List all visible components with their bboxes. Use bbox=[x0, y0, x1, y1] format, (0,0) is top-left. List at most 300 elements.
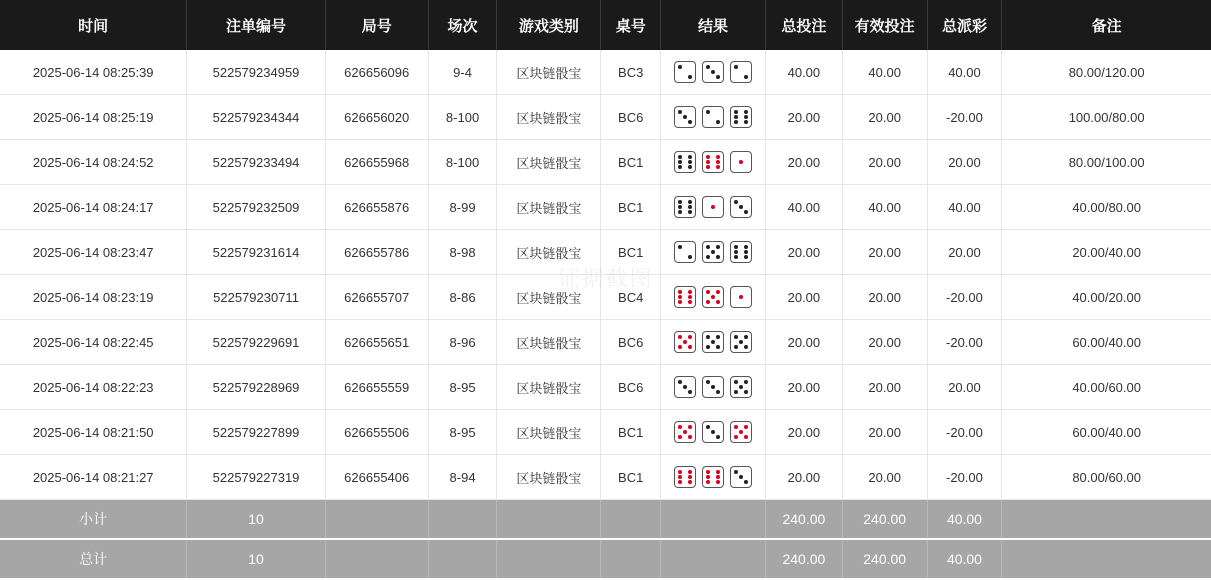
die-pip bbox=[739, 340, 743, 344]
cell-table-no: BC1 bbox=[601, 455, 661, 500]
cell-result-dice bbox=[660, 320, 765, 365]
die-pip bbox=[706, 155, 710, 159]
die-pip bbox=[688, 335, 692, 339]
cell-valid-bet: 20.00 bbox=[842, 455, 927, 500]
die-pip bbox=[716, 470, 720, 474]
cell-remark: 80.00/60.00 bbox=[1002, 455, 1211, 500]
die-pip bbox=[683, 110, 687, 114]
cell-table-no: BC1 bbox=[601, 185, 661, 230]
die-pip bbox=[683, 470, 687, 474]
cell-order-no: 522579227899 bbox=[187, 410, 325, 455]
die-pip bbox=[683, 200, 687, 204]
die-pip bbox=[734, 435, 738, 439]
die-pip bbox=[716, 205, 720, 209]
cell-session: 8-95 bbox=[428, 410, 497, 455]
die-pip bbox=[739, 250, 743, 254]
cell-remark: 20.00/40.00 bbox=[1002, 230, 1211, 275]
die-pip bbox=[688, 475, 692, 479]
cell-order-no: 522579232509 bbox=[187, 185, 325, 230]
die-pip bbox=[716, 435, 720, 439]
die-pip bbox=[716, 390, 720, 394]
die-pip bbox=[744, 290, 748, 294]
die-pip bbox=[734, 425, 738, 429]
die-pip bbox=[739, 155, 743, 159]
cell-session: 8-99 bbox=[428, 185, 497, 230]
die-pip bbox=[688, 75, 692, 79]
die-face-2 bbox=[702, 106, 724, 128]
die-pip bbox=[739, 245, 743, 249]
cell-total-bet: 20.00 bbox=[766, 320, 843, 365]
die-pip bbox=[683, 435, 687, 439]
cell-result-dice bbox=[660, 275, 765, 320]
cell-remark: 40.00/60.00 bbox=[1002, 365, 1211, 410]
summary-label: 总计 bbox=[0, 539, 187, 579]
die-pip bbox=[716, 75, 720, 79]
die-pip bbox=[734, 155, 738, 159]
die-pip bbox=[716, 430, 720, 434]
cell-total-payout: 40.00 bbox=[927, 185, 1002, 230]
die-pip bbox=[706, 160, 710, 164]
die-face-3 bbox=[702, 421, 724, 443]
die-pip bbox=[744, 110, 748, 114]
die-pip bbox=[688, 155, 692, 159]
cell-time: 2025-06-14 08:21:27 bbox=[0, 455, 187, 500]
die-face-2 bbox=[674, 61, 696, 83]
die-pip bbox=[678, 300, 682, 304]
die-pip bbox=[711, 110, 715, 114]
cell-result-dice bbox=[660, 230, 765, 275]
die-pip bbox=[683, 340, 687, 344]
cell-valid-bet: 20.00 bbox=[842, 410, 927, 455]
die-pip bbox=[683, 335, 687, 339]
cell-total-payout: -20.00 bbox=[927, 320, 1002, 365]
die-pip bbox=[706, 335, 710, 339]
die-pip bbox=[688, 385, 692, 389]
table-row[interactable] bbox=[0, 455, 1211, 500]
cell-session: 8-95 bbox=[428, 365, 497, 410]
cell-order-no: 522579233494 bbox=[187, 140, 325, 185]
table-header bbox=[0, 0, 1211, 50]
column-header-table_no[interactable]: 桌号 bbox=[601, 0, 661, 50]
table-row[interactable] bbox=[0, 140, 1211, 185]
cell-remark: 60.00/40.00 bbox=[1002, 410, 1211, 455]
column-header-remark[interactable]: 备注 bbox=[1002, 0, 1211, 50]
cell-time: 2025-06-14 08:21:50 bbox=[0, 410, 187, 455]
die-pip bbox=[678, 250, 682, 254]
die-pip bbox=[739, 430, 743, 434]
cell-game-type: 区块链骰宝 bbox=[497, 50, 601, 95]
dice-group bbox=[663, 286, 763, 308]
die-pip bbox=[683, 390, 687, 394]
table-row[interactable] bbox=[0, 95, 1211, 140]
cell-round-no: 626655506 bbox=[325, 410, 428, 455]
die-pip bbox=[739, 345, 743, 349]
die-pip bbox=[706, 120, 710, 124]
die-pip bbox=[734, 340, 738, 344]
die-pip bbox=[739, 205, 743, 209]
die-pip bbox=[734, 345, 738, 349]
cell-session: 8-100 bbox=[428, 140, 497, 185]
die-pip bbox=[716, 160, 720, 164]
die-pip bbox=[716, 380, 720, 384]
die-pip bbox=[734, 70, 738, 74]
die-pip bbox=[688, 345, 692, 349]
die-pip bbox=[744, 430, 748, 434]
die-pip bbox=[734, 430, 738, 434]
die-pip bbox=[678, 165, 682, 169]
die-pip bbox=[711, 340, 715, 344]
die-pip bbox=[716, 155, 720, 159]
die-pip bbox=[744, 335, 748, 339]
die-pip bbox=[678, 295, 682, 299]
table-row[interactable] bbox=[0, 275, 1211, 320]
die-pip bbox=[744, 390, 748, 394]
die-pip bbox=[678, 385, 682, 389]
cell-result-dice bbox=[660, 410, 765, 455]
summary-blank bbox=[660, 539, 765, 579]
die-face-5 bbox=[674, 331, 696, 353]
die-pip bbox=[683, 475, 687, 479]
die-pip bbox=[678, 470, 682, 474]
cell-order-no: 522579228969 bbox=[187, 365, 325, 410]
dice-group bbox=[663, 61, 763, 83]
die-face-3 bbox=[674, 376, 696, 398]
die-pip bbox=[678, 110, 682, 114]
die-pip bbox=[706, 200, 710, 204]
column-header-session[interactable]: 场次 bbox=[428, 0, 497, 50]
die-pip bbox=[706, 390, 710, 394]
cell-table-no: BC4 bbox=[601, 275, 661, 320]
die-pip bbox=[734, 385, 738, 389]
die-pip bbox=[711, 75, 715, 79]
die-pip bbox=[739, 335, 743, 339]
die-pip bbox=[706, 245, 710, 249]
cell-table-no: BC1 bbox=[601, 140, 661, 185]
die-pip bbox=[739, 295, 743, 299]
die-pip bbox=[716, 115, 720, 119]
die-pip bbox=[683, 165, 687, 169]
cell-total-bet: 20.00 bbox=[766, 95, 843, 140]
die-pip bbox=[678, 65, 682, 69]
cell-table-no: BC6 bbox=[601, 95, 661, 140]
cell-remark: 100.00/80.00 bbox=[1002, 95, 1211, 140]
die-pip bbox=[716, 165, 720, 169]
die-pip bbox=[678, 255, 682, 259]
die-pip bbox=[688, 295, 692, 299]
die-pip bbox=[739, 290, 743, 294]
die-pip bbox=[716, 295, 720, 299]
die-pip bbox=[706, 425, 710, 429]
die-pip bbox=[734, 120, 738, 124]
die-pip bbox=[744, 165, 748, 169]
die-face-1 bbox=[730, 151, 752, 173]
die-face-1 bbox=[702, 196, 724, 218]
cell-total-payout: 20.00 bbox=[927, 140, 1002, 185]
die-face-5 bbox=[674, 421, 696, 443]
die-pip bbox=[678, 480, 682, 484]
summary-blank bbox=[601, 500, 661, 540]
cell-order-no: 522579227319 bbox=[187, 455, 325, 500]
die-pip bbox=[711, 165, 715, 169]
cell-time: 2025-06-14 08:22:23 bbox=[0, 365, 187, 410]
die-pip bbox=[711, 245, 715, 249]
cell-game-type: 区块链骰宝 bbox=[497, 320, 601, 365]
die-pip bbox=[734, 110, 738, 114]
die-pip bbox=[688, 65, 692, 69]
die-pip bbox=[711, 480, 715, 484]
dice-group bbox=[663, 106, 763, 128]
die-face-5 bbox=[702, 286, 724, 308]
die-pip bbox=[744, 340, 748, 344]
die-pip bbox=[716, 255, 720, 259]
die-pip bbox=[688, 200, 692, 204]
die-pip bbox=[744, 155, 748, 159]
cell-time: 2025-06-14 08:22:45 bbox=[0, 320, 187, 365]
table-row[interactable] bbox=[0, 365, 1211, 410]
table-row[interactable] bbox=[0, 185, 1211, 230]
column-header-result[interactable]: 结果 bbox=[660, 0, 765, 50]
cell-game-type: 区块链骰宝 bbox=[497, 230, 601, 275]
die-pip bbox=[734, 290, 738, 294]
die-face-3 bbox=[702, 61, 724, 83]
cell-valid-bet: 20.00 bbox=[842, 275, 927, 320]
die-pip bbox=[711, 380, 715, 384]
die-pip bbox=[678, 435, 682, 439]
die-pip bbox=[678, 245, 682, 249]
cell-game-type: 区块链骰宝 bbox=[497, 185, 601, 230]
cell-time: 2025-06-14 08:25:19 bbox=[0, 95, 187, 140]
die-pip bbox=[744, 380, 748, 384]
die-face-6 bbox=[702, 466, 724, 488]
die-pip bbox=[739, 200, 743, 204]
die-pip bbox=[711, 250, 715, 254]
cell-game-type: 区块链骰宝 bbox=[497, 365, 601, 410]
die-pip bbox=[716, 290, 720, 294]
die-pip bbox=[739, 115, 743, 119]
die-pip bbox=[734, 160, 738, 164]
summary-blank bbox=[497, 539, 601, 579]
die-pip bbox=[706, 475, 710, 479]
die-pip bbox=[688, 120, 692, 124]
die-pip bbox=[739, 385, 743, 389]
die-pip bbox=[706, 250, 710, 254]
die-pip bbox=[744, 295, 748, 299]
dice-group bbox=[663, 151, 763, 173]
die-pip bbox=[716, 120, 720, 124]
die-pip bbox=[678, 205, 682, 209]
die-face-2 bbox=[730, 61, 752, 83]
cell-order-no: 522579229691 bbox=[187, 320, 325, 365]
cell-round-no: 626655406 bbox=[325, 455, 428, 500]
die-face-5 bbox=[730, 421, 752, 443]
die-pip bbox=[739, 120, 743, 124]
cell-total-bet: 20.00 bbox=[766, 140, 843, 185]
die-pip bbox=[711, 205, 715, 209]
die-pip bbox=[683, 480, 687, 484]
cell-valid-bet: 40.00 bbox=[842, 185, 927, 230]
die-pip bbox=[734, 250, 738, 254]
die-pip bbox=[739, 165, 743, 169]
die-pip bbox=[744, 250, 748, 254]
table-row[interactable] bbox=[0, 50, 1211, 95]
column-header-order_no[interactable]: 注单编号 bbox=[187, 0, 325, 50]
cell-session: 8-100 bbox=[428, 95, 497, 140]
die-pip bbox=[734, 295, 738, 299]
die-pip bbox=[734, 75, 738, 79]
summary-count: 10 bbox=[187, 539, 325, 579]
die-pip bbox=[716, 245, 720, 249]
column-header-valid_bet[interactable]: 有效投注 bbox=[842, 0, 927, 50]
die-pip bbox=[716, 300, 720, 304]
die-pip bbox=[716, 250, 720, 254]
die-pip bbox=[706, 470, 710, 474]
die-pip bbox=[734, 205, 738, 209]
die-pip bbox=[734, 475, 738, 479]
cell-table-no: BC6 bbox=[601, 320, 661, 365]
die-pip bbox=[711, 425, 715, 429]
summary-blank bbox=[1002, 500, 1211, 540]
summary-blank bbox=[325, 500, 428, 540]
die-pip bbox=[711, 155, 715, 159]
cell-game-type: 区块链骰宝 bbox=[497, 410, 601, 455]
table-row[interactable] bbox=[0, 410, 1211, 455]
die-pip bbox=[706, 290, 710, 294]
die-pip bbox=[739, 300, 743, 304]
die-pip bbox=[683, 115, 687, 119]
cell-total-bet: 20.00 bbox=[766, 275, 843, 320]
die-pip bbox=[688, 210, 692, 214]
die-pip bbox=[678, 70, 682, 74]
summary-row-subtotal bbox=[0, 500, 1211, 540]
dice-group bbox=[663, 196, 763, 218]
die-pip bbox=[706, 435, 710, 439]
table-row[interactable] bbox=[0, 320, 1211, 365]
die-pip bbox=[739, 65, 743, 69]
die-pip bbox=[716, 480, 720, 484]
die-pip bbox=[739, 255, 743, 259]
die-pip bbox=[744, 210, 748, 214]
summary-total-bet: 240.00 bbox=[766, 500, 843, 540]
die-pip bbox=[744, 245, 748, 249]
die-face-3 bbox=[702, 376, 724, 398]
summary-total-payout: 40.00 bbox=[927, 539, 1002, 579]
summary-total-payout: 40.00 bbox=[927, 500, 1002, 540]
cell-round-no: 626656020 bbox=[325, 95, 428, 140]
cell-valid-bet: 20.00 bbox=[842, 320, 927, 365]
cell-result-dice bbox=[660, 95, 765, 140]
die-pip bbox=[744, 470, 748, 474]
column-header-round_no[interactable]: 局号 bbox=[325, 0, 428, 50]
summary-blank bbox=[497, 500, 601, 540]
cell-session: 8-98 bbox=[428, 230, 497, 275]
die-pip bbox=[678, 290, 682, 294]
column-header-time[interactable]: 时间 bbox=[0, 0, 187, 50]
die-face-5 bbox=[730, 376, 752, 398]
cell-total-payout: 20.00 bbox=[927, 365, 1002, 410]
die-pip bbox=[734, 390, 738, 394]
cell-table-no: BC1 bbox=[601, 230, 661, 275]
cell-result-dice bbox=[660, 365, 765, 410]
die-pip bbox=[711, 475, 715, 479]
die-pip bbox=[711, 70, 715, 74]
die-pip bbox=[744, 385, 748, 389]
die-pip bbox=[688, 160, 692, 164]
die-pip bbox=[734, 480, 738, 484]
die-pip bbox=[678, 210, 682, 214]
cell-order-no: 522579231614 bbox=[187, 230, 325, 275]
die-pip bbox=[678, 345, 682, 349]
die-face-1 bbox=[730, 286, 752, 308]
cell-total-payout: 40.00 bbox=[927, 50, 1002, 95]
die-pip bbox=[711, 435, 715, 439]
die-pip bbox=[744, 120, 748, 124]
die-pip bbox=[688, 390, 692, 394]
dice-group bbox=[663, 331, 763, 353]
die-face-3 bbox=[730, 466, 752, 488]
cell-round-no: 626655968 bbox=[325, 140, 428, 185]
die-pip bbox=[688, 290, 692, 294]
die-pip bbox=[688, 470, 692, 474]
die-pip bbox=[678, 200, 682, 204]
die-pip bbox=[683, 425, 687, 429]
die-pip bbox=[716, 475, 720, 479]
cell-game-type: 区块链骰宝 bbox=[497, 140, 601, 185]
die-pip bbox=[683, 75, 687, 79]
die-pip bbox=[744, 480, 748, 484]
die-pip bbox=[739, 75, 743, 79]
column-header-total_payout[interactable]: 总派彩 bbox=[927, 0, 1002, 50]
die-pip bbox=[706, 430, 710, 434]
die-pip bbox=[734, 300, 738, 304]
die-pip bbox=[688, 380, 692, 384]
cell-valid-bet: 20.00 bbox=[842, 95, 927, 140]
die-pip bbox=[734, 210, 738, 214]
table-row[interactable] bbox=[0, 230, 1211, 275]
cell-total-bet: 40.00 bbox=[766, 185, 843, 230]
die-pip bbox=[711, 300, 715, 304]
die-pip bbox=[706, 255, 710, 259]
cell-round-no: 626655786 bbox=[325, 230, 428, 275]
cell-time: 2025-06-14 08:23:47 bbox=[0, 230, 187, 275]
die-pip bbox=[683, 210, 687, 214]
summary-count: 10 bbox=[187, 500, 325, 540]
die-pip bbox=[683, 290, 687, 294]
dice-group bbox=[663, 421, 763, 443]
die-pip bbox=[739, 435, 743, 439]
die-pip bbox=[688, 245, 692, 249]
die-pip bbox=[711, 65, 715, 69]
die-pip bbox=[683, 160, 687, 164]
cell-result-dice bbox=[660, 455, 765, 500]
column-header-game_type[interactable]: 游戏类别 bbox=[497, 0, 601, 50]
die-pip bbox=[711, 345, 715, 349]
cell-round-no: 626655559 bbox=[325, 365, 428, 410]
cell-session: 9-4 bbox=[428, 50, 497, 95]
die-pip bbox=[744, 300, 748, 304]
cell-time: 2025-06-14 08:24:17 bbox=[0, 185, 187, 230]
die-pip bbox=[688, 110, 692, 114]
cell-total-bet: 20.00 bbox=[766, 230, 843, 275]
die-pip bbox=[683, 295, 687, 299]
die-pip bbox=[734, 165, 738, 169]
cell-round-no: 626656096 bbox=[325, 50, 428, 95]
die-pip bbox=[744, 435, 748, 439]
die-face-6 bbox=[674, 466, 696, 488]
die-pip bbox=[711, 120, 715, 124]
column-header-total_bet[interactable]: 总投注 bbox=[766, 0, 843, 50]
die-pip bbox=[739, 470, 743, 474]
cell-total-payout: -20.00 bbox=[927, 275, 1002, 320]
